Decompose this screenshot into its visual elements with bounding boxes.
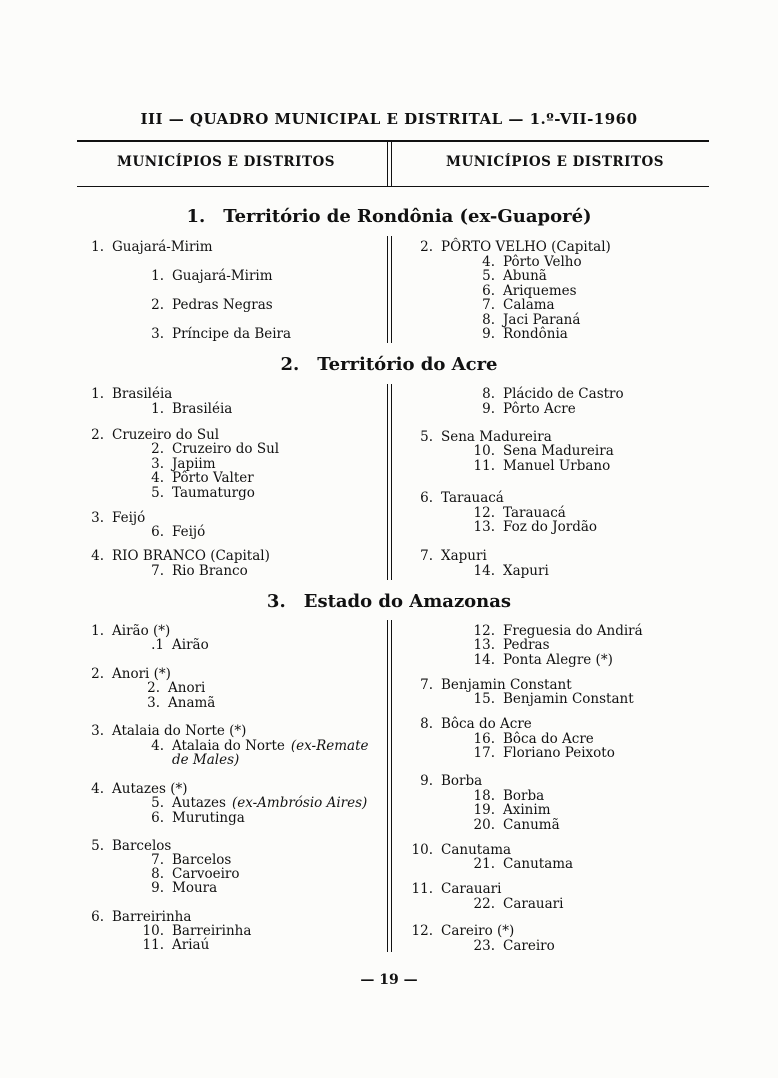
entry-name: Barreirinha [112, 909, 192, 925]
entry-number: 6. [151, 524, 164, 540]
entry-name: Japiim [172, 456, 216, 472]
entry-number: 10. [473, 443, 495, 459]
entry-number: 7. [420, 677, 433, 693]
entry-name: Pedras [503, 637, 550, 653]
column-header-right: MUNICÍPIOS E DISTRITOS [446, 154, 665, 170]
distrito-entry [138, 442, 279, 457]
entry-name: Borba [503, 788, 545, 804]
entry-number: 8. [482, 386, 495, 402]
entry-name: Brasiléia [112, 386, 173, 402]
entry-number: 18. [473, 788, 495, 804]
distrito-entry [138, 486, 255, 501]
entry-number: 5. [151, 485, 164, 501]
entry-name: Benjamin Constant [503, 691, 634, 707]
entry-name: Anori [168, 680, 206, 696]
entry-name: Taumaturgo [172, 485, 255, 501]
entry-name: Bôca do Acre [441, 716, 532, 732]
entry-name: Ariaú [172, 937, 210, 953]
distrito-entry [138, 938, 209, 953]
section-name: Território do Acre [317, 354, 498, 375]
entry-number: 21. [473, 856, 495, 872]
entry-number: 7. [482, 297, 495, 313]
section-title [0, 591, 778, 612]
column-divider-right-line [391, 142, 392, 186]
entry-name: Pôrto Acre [503, 401, 576, 417]
entry-name: Pedras Negras [172, 297, 273, 313]
entry-name: Abunã [503, 268, 547, 284]
entry-name: Calama [503, 297, 555, 313]
entry-name: Canutama [441, 842, 512, 858]
entry-name: Anori (*) [112, 666, 171, 682]
entry-number: 2. [91, 427, 104, 443]
entry-number: 12. [473, 623, 495, 639]
entry-name: Barcelos [112, 838, 172, 854]
entry-number: 2. [151, 297, 164, 313]
entry-name: Autazes (*) [112, 781, 188, 797]
municipio-entry [407, 717, 532, 732]
entry-number: 20. [473, 817, 495, 833]
entry-name: Plácido de Castro [503, 386, 624, 402]
entry-name: Axinim [503, 802, 551, 818]
entry-number: 23. [473, 938, 495, 954]
section-number: 3. [266, 591, 286, 612]
entry-name: Manuel Urbano [503, 458, 611, 474]
entry-number: 3. [91, 723, 104, 739]
section-title [0, 354, 778, 375]
entry-name: Príncipe da Beira [172, 326, 292, 342]
entry-name: Xapuri [503, 563, 549, 579]
distrito-entry [138, 881, 217, 896]
entry-number: 2. [147, 680, 160, 696]
entry-number: 6. [482, 283, 495, 299]
entry-name: Carvoeiro [172, 866, 240, 882]
entry-number: 4. [482, 254, 495, 270]
entry-number: 5. [420, 429, 433, 445]
section-name: Território de Rondônia (ex-Guaporé) [223, 206, 592, 227]
entry-name: Sena Madureira [503, 443, 614, 459]
column-divider-line [387, 384, 388, 580]
municipio-entry [407, 774, 482, 789]
header-bottom-rule [77, 186, 709, 187]
entry-number: 9. [482, 401, 495, 417]
entry-number: 3. [151, 456, 164, 472]
column-divider-left-line [387, 142, 388, 186]
entry-note: (ex-Ambrósio Aires) [231, 795, 368, 811]
municipio-entry [407, 549, 487, 564]
entry-number: 8. [151, 866, 164, 882]
column-divider-line [387, 620, 388, 952]
entry-number: 1. [91, 386, 104, 402]
entry-number: 4. [151, 738, 164, 754]
entry-number: 5. [482, 268, 495, 284]
entry-number: 15. [473, 691, 495, 707]
entry-number: 9. [482, 326, 495, 342]
entry-number: 7. [420, 548, 433, 564]
entry-name: Ariquemes [503, 283, 577, 299]
entry-name: Barcelos [172, 852, 232, 868]
distrito-entry [138, 753, 239, 768]
entry-number: 6. [91, 909, 104, 925]
entry-number: 19. [473, 802, 495, 818]
column-divider-line [391, 620, 392, 952]
entry-number: 22. [473, 896, 495, 912]
distrito-entry [138, 811, 245, 826]
entry-name: Pôrto Velho [503, 254, 582, 270]
entry-name: Airão (*) [112, 623, 171, 639]
page-title: III — QUADRO MUNICIPAL E DISTRITAL — 1.º-VII-1960 [140, 110, 638, 128]
entry-number: 14. [473, 652, 495, 668]
municipio-entry [78, 724, 246, 739]
entry-name: Carauari [441, 881, 502, 897]
entry-number: 2. [91, 666, 104, 682]
entry-name: Floriano Peixoto [503, 745, 615, 761]
distrito-entry [138, 796, 367, 811]
distrito-entry [469, 459, 610, 474]
header-top-rule [77, 140, 709, 142]
entry-number: 4. [91, 548, 104, 564]
entry-number: 7. [151, 852, 164, 868]
entry-name: Airão [172, 637, 209, 653]
distrito-entry [469, 857, 573, 872]
entry-number: 14. [473, 563, 495, 579]
section-number: 2. [280, 354, 300, 375]
entry-number: 11. [473, 458, 495, 474]
distrito-entry [469, 746, 615, 761]
municipio-entry [78, 549, 270, 564]
entry-name: Foz do Jordão [503, 519, 598, 535]
entry-name: Brasiléia [172, 401, 233, 417]
entry-number: 4. [151, 470, 164, 486]
distrito-entry [469, 624, 643, 639]
entry-number: 7. [151, 563, 164, 579]
entry-name: Sena Madureira [441, 429, 552, 445]
section-name: Estado do Amazonas [303, 591, 512, 612]
entry-name: Jaci Paraná [503, 312, 581, 328]
entry-name: Borba [441, 773, 483, 789]
entry-number: 17. [473, 745, 495, 761]
entry-number: .1 [151, 637, 164, 653]
entry-number: 2. [420, 239, 433, 255]
entry-number: 10. [411, 842, 433, 858]
entry-number: 5. [151, 795, 164, 811]
entry-name: Canumã [503, 817, 560, 833]
distrito-entry [138, 564, 248, 579]
entry-name: Atalaia do Norte [172, 738, 285, 754]
column-divider-line [391, 384, 392, 580]
distrito-entry [138, 327, 291, 342]
entry-name: Feijó [112, 510, 146, 526]
distrito-entry [469, 939, 555, 954]
distrito-entry [469, 444, 614, 459]
page-number: — 19 — [360, 972, 418, 988]
distrito-entry [469, 387, 624, 402]
distrito-entry [134, 681, 205, 696]
distrito-entry [469, 520, 597, 535]
distrito-entry [469, 298, 555, 313]
municipio-entry [407, 843, 511, 858]
municipio-entry [407, 882, 501, 897]
distrito-entry [469, 269, 547, 284]
section-number: 1. [186, 206, 206, 227]
distrito-entry [469, 653, 613, 668]
entry-number: 8. [420, 716, 433, 732]
entry-name: Pôrto Valter [172, 470, 254, 486]
municipio-entry [407, 924, 514, 939]
distrito-entry [138, 638, 209, 653]
entry-name: Carauari [503, 896, 564, 912]
entry-number: 11. [411, 881, 433, 897]
entry-name: Ponta Alegre (*) [503, 652, 613, 668]
entry-number: 3. [147, 695, 160, 711]
distrito-entry [469, 402, 576, 417]
entry-number: 3. [151, 326, 164, 342]
entry-number: 10. [142, 923, 164, 939]
entry-number: 11. [142, 937, 164, 953]
entry-number: 5. [91, 838, 104, 854]
distrito-entry [469, 897, 563, 912]
entry-number: 13. [473, 519, 495, 535]
entry-name: Xapuri [441, 548, 487, 564]
municipio-entry [407, 240, 611, 255]
entry-number: 9. [151, 880, 164, 896]
entry-number: 1. [151, 401, 164, 417]
entry-name: Canutama [503, 856, 574, 872]
municipio-entry [78, 240, 213, 255]
entry-name: Careiro (*) [441, 923, 515, 939]
entry-name: Guajará-Mirim [172, 268, 273, 284]
municipio-entry [78, 387, 172, 402]
entry-number: 12. [411, 923, 433, 939]
entry-name: PÔRTO VELHO (Capital) [441, 239, 611, 255]
column-header-left: MUNICÍPIOS E DISTRITOS [117, 154, 336, 170]
entry-number: 13. [473, 637, 495, 653]
distrito-entry [138, 298, 273, 313]
distrito-entry [138, 525, 205, 540]
entry-note: (ex-Remate [290, 738, 369, 754]
entry-number: 4. [91, 781, 104, 797]
column-divider-line [387, 236, 388, 343]
municipio-entry [407, 491, 504, 506]
entry-name: Rio Branco [172, 563, 248, 579]
distrito-entry [469, 692, 634, 707]
entry-name: Rondônia [503, 326, 568, 342]
distrito-entry [138, 269, 273, 284]
entry-number: 16. [473, 731, 495, 747]
entry-name: Anamã [168, 695, 216, 711]
entry-name: Tarauacá [441, 490, 504, 506]
distrito-entry [469, 803, 551, 818]
distrito-entry [469, 818, 560, 833]
distrito-entry [469, 638, 550, 653]
entry-number: 6. [420, 490, 433, 506]
entry-name: Barreirinha [172, 923, 252, 939]
section-title [0, 206, 778, 227]
entry-number: 1. [91, 239, 104, 255]
entry-name: RIO BRANCO (Capital) [112, 548, 270, 564]
column-divider-line [391, 236, 392, 343]
entry-name: Tarauacá [503, 505, 566, 521]
entry-number: 9. [420, 773, 433, 789]
entry-number: 2. [151, 441, 164, 457]
entry-name: Bôca do Acre [503, 731, 594, 747]
entry-number: 12. [473, 505, 495, 521]
distrito-entry [138, 471, 254, 486]
entry-name: Autazes [172, 795, 226, 811]
entry-number: 3. [91, 510, 104, 526]
entry-number: 6. [151, 810, 164, 826]
distrito-entry [134, 696, 215, 711]
municipio-entry [78, 511, 145, 526]
entry-number: 1. [91, 623, 104, 639]
entry-number: 8. [482, 312, 495, 328]
entry-name: Guajará-Mirim [112, 239, 213, 255]
entry-name: Moura [172, 880, 218, 896]
entry-name: Murutinga [172, 810, 245, 826]
entry-name: Atalaia do Norte (*) [112, 723, 247, 739]
entry-name: Benjamin Constant [441, 677, 572, 693]
distrito-entry [469, 327, 568, 342]
entry-name: Feijó [172, 524, 206, 540]
entry-name: Careiro [503, 938, 555, 954]
entry-note: de Males) [172, 752, 240, 768]
distrito-entry [469, 564, 549, 579]
entry-name: Freguesia do Andirá [503, 623, 643, 639]
distrito-entry [138, 402, 232, 417]
entry-number: 1. [151, 268, 164, 284]
entry-name: Cruzeiro do Sul [112, 427, 220, 443]
entry-name: Cruzeiro do Sul [172, 441, 280, 457]
